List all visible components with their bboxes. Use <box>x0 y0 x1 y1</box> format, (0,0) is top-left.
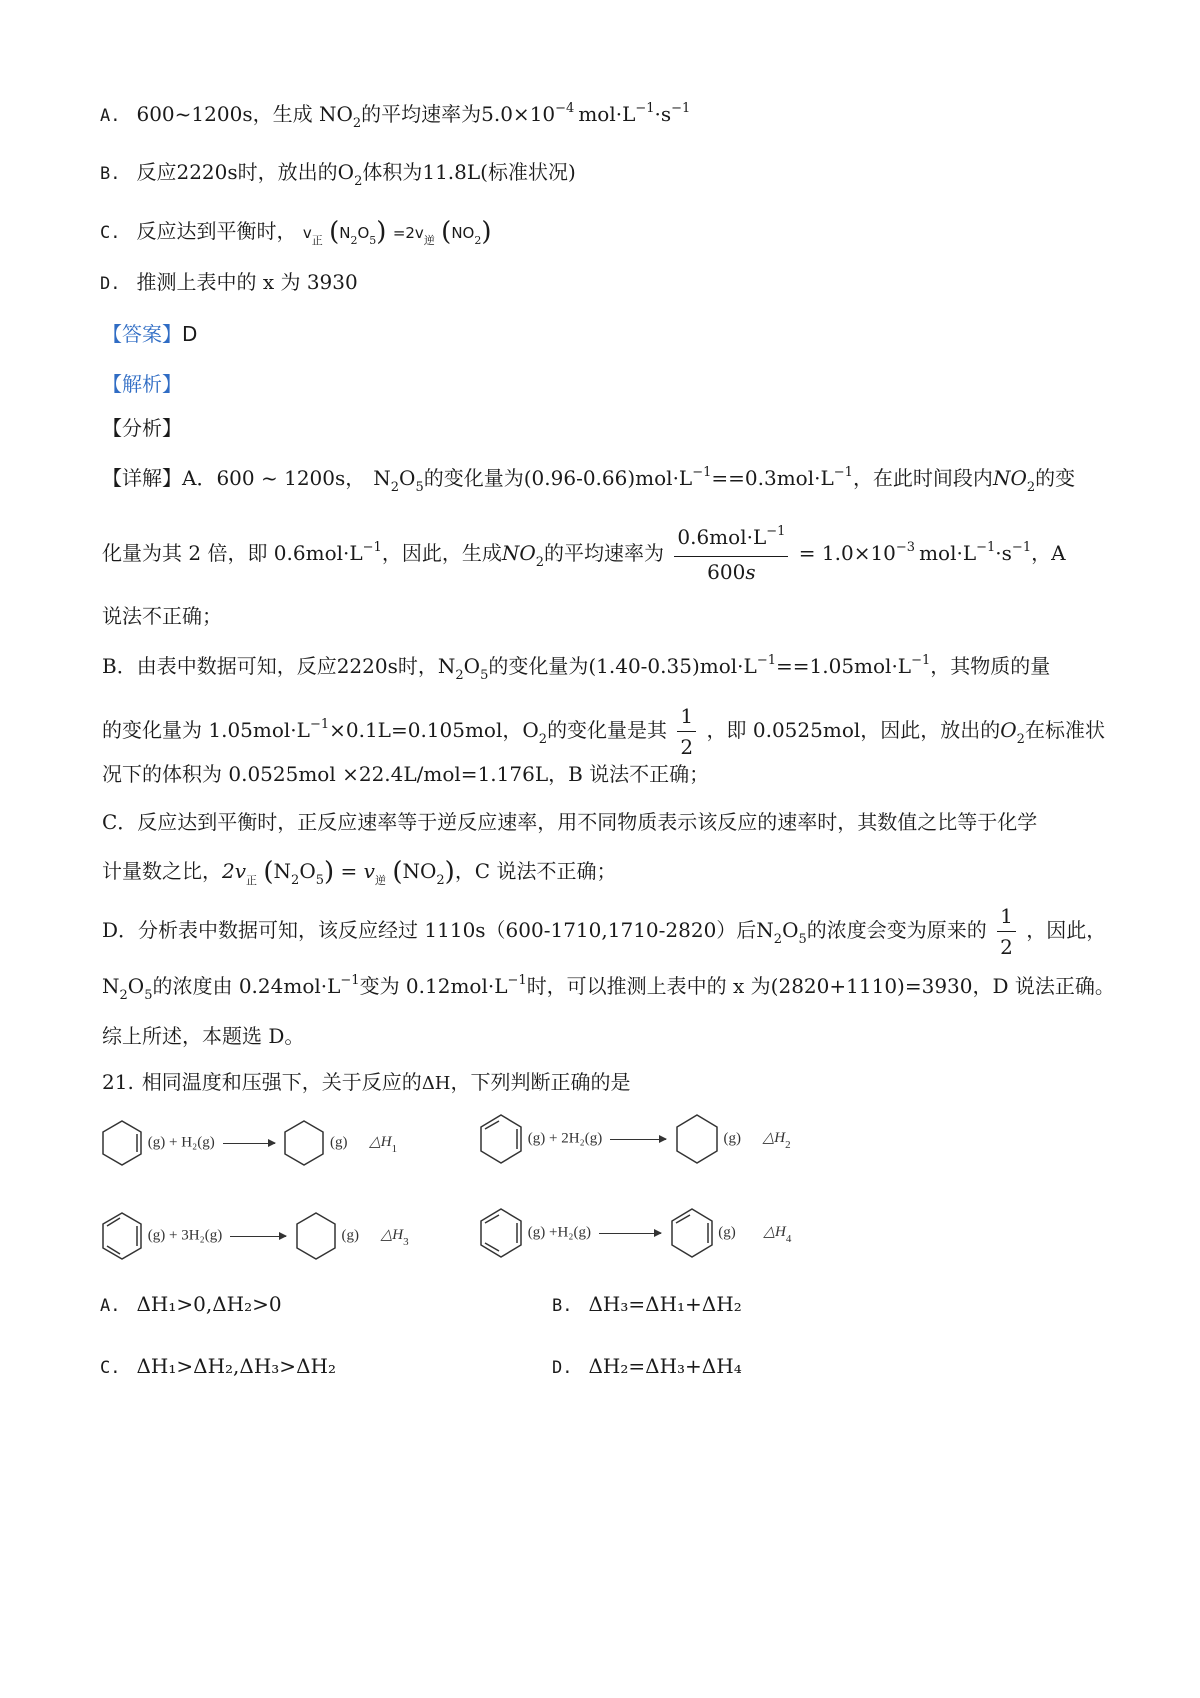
reaction-1: (g) + H₂(g) (g) $\triangle H_1$ <box>100 1118 397 1168</box>
option-b: B. 反应2220s时，放出的$O_2$体积为11.8L(标准状况) <box>100 160 576 189</box>
cyclohexadiene-icon <box>478 1112 524 1166</box>
reaction-arrow <box>223 1143 275 1144</box>
reaction-arrow <box>599 1233 661 1234</box>
benzene-icon <box>100 1210 144 1262</box>
answer-line: 【答案】D <box>102 322 198 346</box>
analysis-label: 【解析】 <box>102 372 182 396</box>
half-fraction-2: $\frac{1}{2}$ <box>997 901 1016 962</box>
detail-line-3: 说法不正确； <box>102 604 222 628</box>
detail-line-4: B．由表中数据可知，反应2220s时，$N_2O_5$的变化量为$(1.40-0.35)mol\cdot L^{-1}==1.05mol\cdot L^{-1}$，其物质的量 <box>102 653 1051 683</box>
reaction-2: (g) + 2H₂(g) (g) $\triangle H_2$ <box>478 1112 791 1166</box>
q21-option-d: D. ΔH₂=ΔH₃+ΔH₄ <box>552 1354 742 1378</box>
question-21-stem: 21. 相同温度和压强下，关于反应的ΔH，下列判断正确的是 <box>102 1070 631 1094</box>
detail-line-8: 计量数之比，$2v_正$ $(N_2O_5) = v_逆$ $(NO_2)$，C 说法不正确； <box>102 857 617 888</box>
half-fraction-1: $\frac{1}{2}$ <box>677 701 696 762</box>
cyclohexadiene-icon <box>669 1206 715 1260</box>
reaction-arrow <box>230 1236 286 1237</box>
option-d: D. 推测上表中的 x 为 3930 <box>100 270 358 294</box>
cyclohexane-icon <box>282 1118 326 1168</box>
detail-line-10: $N_2O_5$的浓度由 $0.24mol\cdot L^{-1}$变为 $0.12mol\cdot L^{-1}$时，可以推测上表中的 x 为(2820+1110)=3930，D 说法正确。 <box>102 973 1115 1003</box>
detail-line-6: 况下的体积为 0.0525mol ×22.4L/mol=1.176L，B 说法不正确； <box>102 762 710 786</box>
option-a: A. 600~1200s，生成 $NO_2$的平均速率为$5.0\times 10^{-4}$ $mol\cdot L^{-1}\cdot s^{-1}$ <box>100 101 691 131</box>
detail-line-2: 化量为其 2 倍，即 $0.6mol\cdot L^{-1}$，因此，生成$NO_2$的平均速率为 $\frac{0.6mol\cdot L^{-1}}{600s}$ = $1.0\times 10^{-3}$ $mol\cdot L^{-1}\cdot s^{-1}$，A <box>102 522 1066 587</box>
cyclohexane-icon <box>294 1210 338 1262</box>
detail-line-5: 的变化量为 $1.05mol\cdot L^{-1}\times 0.1L=0.105mol$，$O_2$的变化量是其 $\frac{1}{2}$ ，即 0.0525mol，因此，放出的$O_2$在标准状 <box>102 700 1105 764</box>
reaction-3: (g) + 3H₂(g) (g) $\triangle H_3$ <box>100 1210 409 1262</box>
q21-option-b: B. ΔH₃=ΔH₁+ΔH₂ <box>552 1292 742 1316</box>
cyclohexene-icon <box>100 1118 144 1168</box>
detail-line-7: C．反应达到平衡时，正反应速率等于逆反应速率，用不同物质表示该反应的速率时，其数值之比等于化学 <box>102 810 1038 834</box>
q21-option-a: A. ΔH₁>0,ΔH₂>0 <box>100 1292 282 1316</box>
rate-fraction: $\frac{0.6mol\cdot L^{-1}}{600s}$ <box>674 522 788 587</box>
detail-line-1: 【详解】A．600 ~ 1200s， $N_2O_5$的变化量为$(0.96-0.66)mol\cdot L^{-1}==0.3mol\cdot L^{-1}$，在此时间段内$NO_2$的变 <box>102 465 1076 495</box>
reaction-arrow <box>610 1139 666 1140</box>
benzene-icon <box>478 1206 524 1260</box>
q21-option-c: C. ΔH₁>ΔH₂,ΔH₃>ΔH₂ <box>100 1354 336 1378</box>
reaction-4: (g) +H₂(g) (g) $\triangle H_4$ <box>478 1206 791 1260</box>
detail-line-9: D．分析表中数据可知，该反应经过 1110s（600-1710,1710-2820）后$N_2O_5$的浓度会变为原来的 $\frac{1}{2}$ ，因此， <box>102 900 1106 964</box>
fenxi-label: 【分析】 <box>102 416 182 440</box>
cyclohexane-icon <box>674 1112 720 1166</box>
detail-line-11: 综上所述，本题选 D。 <box>102 1024 305 1048</box>
option-c: C. 反应达到平衡时， $v_正$ $(N_2O_5) =2v_逆$ $(NO_2)$ <box>100 217 492 247</box>
